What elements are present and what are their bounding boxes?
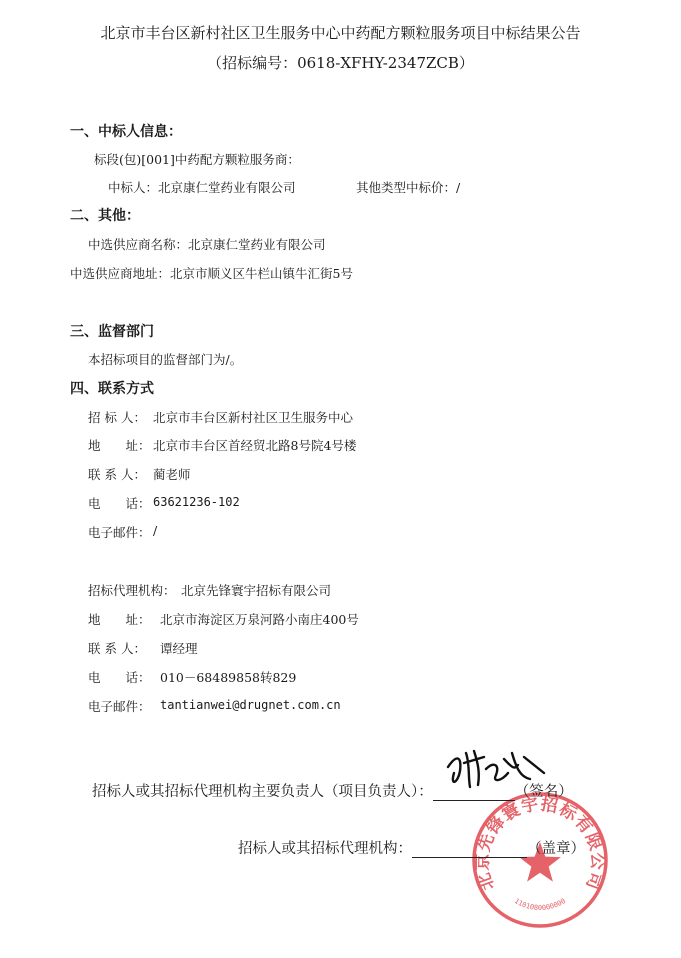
page-subtitle: （招标编号：0618-XFHY-2347ZCB） (207, 54, 474, 72)
section1-lot: 标段(包)[001]中药配方颗粒服务商： (94, 152, 300, 167)
stamp-blank (412, 841, 527, 858)
tenderer-name: 北京市丰台区新村社区卫生服务中心 (153, 410, 354, 425)
section2-supplier-address: 中选供应商地址：北京市顺义区牛栏山镇牛汇街5号 (70, 266, 353, 281)
agency-contact-label: 联 系 人： (88, 641, 146, 656)
agency-address: 北京市海淀区万泉河路小南庄400号 (160, 612, 359, 627)
agency-phone: 010－68489858转829 (160, 670, 297, 685)
tenderer-contact-label: 联 系 人： (88, 467, 146, 482)
agency-name: 北京先锋寰宇招标有限公司 (181, 583, 332, 598)
tenderer-phone: 63621236-102 (153, 495, 240, 509)
section2-supplier-name: 中选供应商名称：北京康仁堂药业有限公司 (88, 237, 326, 252)
signature-line1-suffix: （签名） (514, 784, 573, 800)
section1-price: 其他类型中标价：/ (356, 180, 461, 195)
tenderer-contact: 蔺老师 (153, 467, 191, 482)
tenderer-phone-label: 电 话： (88, 496, 151, 511)
tenderer-address-label: 地 址： (88, 438, 151, 453)
agency-phone-label: 电 话： (88, 670, 151, 685)
section3-heading: 三、监督部门 (70, 324, 154, 340)
signature-line2-suffix: （盖章） (527, 841, 585, 857)
tenderer-name-label: 招 标 人： (88, 410, 146, 425)
agency-address-label: 地 址： (88, 612, 151, 627)
tenderer-email-label: 电子邮件： (88, 525, 151, 540)
signature-line-2 (238, 837, 585, 858)
signature-line-1 (92, 780, 573, 801)
agency-email: tantianwei@drugnet.com.cn (160, 698, 341, 712)
signature-blank (433, 784, 515, 801)
section1-winner: 中标人：北京康仁堂药业有限公司 (108, 180, 296, 195)
agency-name-label: 招标代理机构： (88, 583, 176, 598)
signature-line2-label: 招标人或其招标代理机构： (238, 841, 412, 857)
agency-contact: 谭经理 (160, 641, 198, 656)
tenderer-email: / (153, 523, 158, 538)
seal-number: 1101080000000 (512, 897, 568, 913)
section3-text: 本招标项目的监督部门为/。 (88, 352, 243, 367)
company-seal (470, 790, 610, 930)
tenderer-address: 北京市丰台区首经贸北路8号院4号楼 (153, 438, 357, 453)
section4-heading: 四、联系方式 (70, 381, 154, 397)
agency-email-label: 电子邮件： (88, 699, 151, 714)
section1-heading: 一、中标人信息： (70, 124, 182, 140)
seal-text: 北京先锋寰宇招标有限公司 (472, 794, 608, 893)
signature-line1-label: 招标人或其招标代理机构主要负责人（项目负责人）： (92, 784, 433, 800)
page-title: 北京市丰台区新村社区卫生服务中心中药配方颗粒服务项目中标结果公告 (100, 24, 581, 42)
section2-heading: 二、其他： (70, 208, 140, 224)
